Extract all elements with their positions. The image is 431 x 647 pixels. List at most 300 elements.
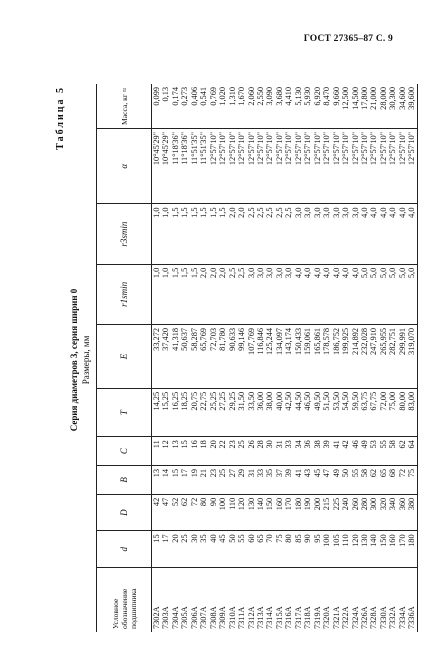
- cell-d: 30: [190, 531, 199, 568]
- cell-C: 26: [247, 437, 256, 466]
- cell-C: 42: [341, 437, 350, 466]
- cell-designation: 7316A: [284, 606, 294, 629]
- cell-r1smin: 4,0: [332, 264, 341, 324]
- cell-E: 37,420: [161, 324, 170, 388]
- cell-B: 43: [303, 466, 312, 495]
- table-row: [256, 84, 265, 632]
- cell-r3smin: 2,5: [256, 204, 265, 264]
- cell-d: 75: [275, 531, 284, 568]
- rotated-table-block: [55, 80, 417, 640]
- cell-C: 38: [313, 437, 322, 466]
- cell-B: 72: [398, 466, 407, 495]
- cell-r3smin: 1,0: [152, 204, 162, 264]
- table-row: [275, 84, 284, 632]
- cell-B: 47: [322, 466, 331, 495]
- cell-alpha: 12°57'10": [369, 129, 378, 204]
- cell-D: 160: [275, 494, 284, 531]
- cell-mass: 30,300: [388, 84, 397, 129]
- cell-mass: 1,670: [237, 84, 246, 129]
- cell-designation: 7321A: [331, 606, 341, 629]
- cell-alpha: 11°51'35": [190, 129, 199, 204]
- cell-B: 39: [284, 466, 293, 495]
- cell-C: 34: [294, 437, 303, 466]
- cell-r1smin: 1,5: [190, 264, 199, 324]
- cell-d: 40: [209, 531, 218, 568]
- cell-designation: 7303A: [161, 606, 171, 629]
- cell-d: 70: [265, 531, 274, 568]
- cell-T: 83,00: [407, 388, 417, 436]
- table-row: [199, 84, 208, 632]
- cell-designation: 7336A: [407, 568, 417, 633]
- cell-C: 11: [152, 437, 162, 466]
- cell-d: 60: [247, 531, 256, 568]
- cell-designation: 7324A: [350, 606, 360, 629]
- cell-mass: 39,600: [407, 84, 417, 129]
- column-header-r1smin: r1smin: [97, 264, 152, 324]
- cell-designation: 7332A: [388, 606, 398, 629]
- cell-r1smin: 5,0: [360, 264, 369, 324]
- cell-B: 75: [407, 466, 417, 495]
- table-label: Таблица 5: [55, 86, 66, 150]
- cell-B: 33: [256, 466, 265, 495]
- cell-d: 170: [398, 531, 407, 568]
- cell-E: 186,752: [332, 324, 341, 388]
- cell-B: 23: [209, 466, 218, 495]
- cell-C: 64: [407, 437, 417, 466]
- cell-designation: 7318A: [303, 606, 313, 629]
- cell-designation: 7328A: [369, 606, 379, 629]
- cell-E: 159,061: [303, 324, 312, 388]
- cell-B: 21: [199, 466, 208, 495]
- cell-mass: 5,930: [303, 84, 312, 129]
- table-row: [398, 84, 407, 632]
- cell-r1smin: 3,0: [265, 264, 274, 324]
- cell-r3smin: 3,0: [332, 204, 341, 264]
- cell-r1smin: 4,0: [322, 264, 331, 324]
- cell-B: 19: [190, 466, 199, 495]
- cell-alpha: 10°45'29": [161, 129, 170, 204]
- cell-T: 33,50: [247, 388, 256, 436]
- cell-B: 41: [294, 466, 303, 495]
- cell-designation: 7314A: [265, 606, 275, 629]
- table-row: [284, 84, 293, 632]
- cell-D: 150: [265, 494, 274, 531]
- cell-r3smin: 3,0: [313, 204, 322, 264]
- cell-D: 72: [190, 494, 199, 531]
- cell-mass: 17,800: [360, 84, 369, 129]
- cell-r3smin: 3,0: [351, 204, 360, 264]
- cell-mass: 2,550: [256, 84, 265, 129]
- cell-designation: 7311A: [237, 606, 247, 629]
- cell-r1smin: 5,0: [369, 264, 378, 324]
- cell-mass: 8,470: [322, 84, 331, 129]
- table-row: [190, 84, 199, 632]
- cell-d: 15: [152, 531, 162, 568]
- cell-r1smin: 5,0: [388, 264, 397, 324]
- cell-E: 199,925: [341, 324, 350, 388]
- cell-B: 14: [161, 466, 170, 495]
- cell-B: 25: [218, 466, 227, 495]
- cell-alpha: 12°57'10": [209, 129, 218, 204]
- cell-r3smin: 3,0: [303, 204, 312, 264]
- cell-D: 260: [351, 494, 360, 531]
- cell-alpha: 12°57'10": [265, 129, 274, 204]
- cell-r1smin: 2,0: [218, 264, 227, 324]
- cell-E: 72,703: [209, 324, 218, 388]
- cell-d: 120: [351, 531, 360, 568]
- table-row: [303, 84, 312, 632]
- cell-mass: 0,099: [152, 84, 162, 129]
- cell-designation: 7302A: [152, 606, 161, 629]
- cell-r3smin: 4,0: [398, 204, 407, 264]
- table-caption: Серия диаметров 3, серия ширин 0: [69, 288, 79, 432]
- column-header-d: d: [97, 531, 152, 568]
- cell-alpha: 12°57'10": [228, 129, 237, 204]
- cell-designation: 7308A: [208, 606, 218, 629]
- column-header-D: D: [97, 494, 152, 531]
- cell-r1smin: 1,5: [180, 264, 189, 324]
- cell-r1smin: 2,5: [228, 264, 237, 324]
- cell-B: 62: [369, 466, 378, 495]
- table-row: [369, 84, 378, 632]
- cell-T: 63,75: [360, 388, 369, 436]
- cell-mass: 3,090: [265, 84, 274, 129]
- cell-T: 14,25: [152, 388, 162, 436]
- cell-E: 299,991: [398, 324, 407, 388]
- cell-D: 110: [228, 494, 237, 531]
- cell-E: 125,244: [265, 324, 274, 388]
- cell-C: 13: [171, 437, 180, 466]
- table-row: [228, 84, 237, 632]
- cell-alpha: 12°57'10": [275, 129, 284, 204]
- cell-alpha: 12°57'10": [351, 129, 360, 204]
- cell-alpha: 12°57'10": [332, 129, 341, 204]
- cell-r1smin: 5,0: [407, 264, 417, 324]
- column-header-T: T: [97, 388, 152, 436]
- cell-r3smin: 3,0: [341, 204, 350, 264]
- cell-designation: 7312A: [246, 606, 256, 629]
- cell-D: 42: [152, 494, 162, 531]
- cell-mass: 28,000: [379, 84, 388, 129]
- cell-d: 55: [237, 531, 246, 568]
- table-row: [218, 84, 227, 632]
- cell-D: 90: [209, 494, 218, 531]
- column-header-r3smin: r3smin: [97, 204, 152, 264]
- cell-E: 65,769: [199, 324, 208, 388]
- cell-B: 31: [247, 466, 256, 495]
- cell-r3smin: 3,0: [294, 204, 303, 264]
- table-row: [180, 84, 189, 632]
- cell-C: 18: [199, 437, 208, 466]
- table-row: [152, 84, 162, 632]
- cell-D: 170: [284, 494, 293, 531]
- cell-T: 27,25: [218, 388, 227, 436]
- cell-r3smin: 2,5: [265, 204, 274, 264]
- cell-mass: 0,13: [161, 84, 170, 129]
- table-row: [265, 84, 274, 632]
- cell-T: 31,50: [237, 388, 246, 436]
- cell-D: 80: [199, 494, 208, 531]
- cell-D: 200: [313, 494, 322, 531]
- units-note: Размеры, мм: [81, 335, 91, 385]
- cell-d: 45: [218, 531, 227, 568]
- cell-designation: 7304A: [170, 606, 180, 629]
- table-row: [171, 84, 180, 632]
- cell-T: 40,00: [275, 388, 284, 436]
- cell-alpha: 12°57'10": [303, 129, 312, 204]
- cell-E: 319,070: [407, 324, 417, 388]
- table-row: [237, 84, 246, 632]
- cell-C: 28: [256, 437, 265, 466]
- cell-E: 33,272: [152, 324, 162, 388]
- cell-D: 320: [379, 494, 388, 531]
- table-row: [341, 84, 350, 632]
- cell-r3smin: 1,5: [171, 204, 180, 264]
- cell-D: 240: [341, 494, 350, 531]
- cell-r3smin: 1,5: [209, 204, 218, 264]
- cell-E: 247,910: [369, 324, 378, 388]
- table-row: [360, 84, 369, 632]
- cell-B: 58: [360, 466, 369, 495]
- cell-D: 120: [237, 494, 246, 531]
- cell-mass: 0,769: [209, 84, 218, 129]
- table-row: [247, 84, 256, 632]
- page-header: ГОСТ 27365–87 С. 9: [303, 34, 393, 44]
- cell-d: 65: [256, 531, 265, 568]
- cell-T: 18,25: [180, 388, 189, 436]
- table-row: [313, 84, 322, 632]
- cell-T: 25,25: [209, 388, 218, 436]
- cell-D: 180: [294, 494, 303, 531]
- cell-designation: 7315A: [274, 606, 284, 629]
- cell-r1smin: 1,0: [152, 264, 162, 324]
- cell-mass: 0,273: [180, 84, 189, 129]
- cell-alpha: 12°57'10": [218, 129, 227, 204]
- cell-mass: 6,920: [313, 84, 322, 129]
- cell-E: 143,174: [284, 324, 293, 388]
- column-header-mass: Масса, кг ≈: [97, 84, 152, 129]
- cell-r3smin: 4,0: [369, 204, 378, 264]
- cell-C: 41: [332, 437, 341, 466]
- cell-designation: 7317A: [293, 606, 303, 629]
- cell-designation: 7322A: [341, 606, 351, 629]
- cell-designation: 7306A: [189, 606, 199, 629]
- cell-C: 46: [351, 437, 360, 466]
- cell-d: 140: [369, 531, 378, 568]
- cell-r3smin: 2,5: [275, 204, 284, 264]
- cell-designation: 7326A: [359, 606, 369, 629]
- cell-r3smin: 1,5: [218, 204, 227, 264]
- cell-T: 51,50: [322, 388, 331, 436]
- cell-D: 47: [161, 494, 170, 531]
- cell-C: 30: [265, 437, 274, 466]
- cell-d: 85: [294, 531, 303, 568]
- table-row: [161, 84, 170, 632]
- cell-T: 49,50: [313, 388, 322, 436]
- cell-r1smin: 1,0: [161, 264, 170, 324]
- cell-alpha: 10°45'29": [152, 129, 162, 204]
- cell-T: 38,00: [265, 388, 274, 436]
- cell-mass: 21,000: [369, 84, 378, 129]
- cell-r1smin: 3,0: [256, 264, 265, 324]
- cell-E: 50,637: [180, 324, 189, 388]
- cell-D: 360: [398, 494, 407, 531]
- cell-E: 107,769: [247, 324, 256, 388]
- cell-designation: 7309A: [218, 606, 228, 629]
- cell-T: 16,25: [171, 388, 180, 436]
- cell-mass: 1,310: [228, 84, 237, 129]
- cell-r3smin: 4,0: [388, 204, 397, 264]
- cell-D: 52: [171, 494, 180, 531]
- cell-d: 80: [284, 531, 293, 568]
- cell-alpha: 12°57'10": [379, 129, 388, 204]
- cell-alpha: 12°57'10": [247, 129, 256, 204]
- cell-alpha: 11°18'36": [180, 129, 189, 204]
- cell-alpha: 12°57'10": [407, 129, 417, 204]
- cell-D: 140: [256, 494, 265, 531]
- cell-E: 150,433: [294, 324, 303, 388]
- cell-B: 13: [152, 466, 162, 495]
- cell-d: 150: [379, 531, 388, 568]
- cell-T: 20,75: [190, 388, 199, 436]
- cell-r3smin: 1,5: [190, 204, 199, 264]
- cell-mass: 0,406: [190, 84, 199, 129]
- cell-B: 65: [379, 466, 388, 495]
- cell-T: 46,50: [303, 388, 312, 436]
- cell-r3smin: 2,5: [284, 204, 293, 264]
- cell-d: 90: [303, 531, 312, 568]
- cell-B: 29: [237, 466, 246, 495]
- cell-E: 265,955: [379, 324, 388, 388]
- cell-r3smin: 1,5: [180, 204, 189, 264]
- cell-D: 280: [360, 494, 369, 531]
- cell-r3smin: 2,0: [228, 204, 237, 264]
- cell-r3smin: 1,5: [199, 204, 208, 264]
- table-row: [388, 84, 397, 632]
- cell-T: 22,75: [199, 388, 208, 436]
- cell-r1smin: 3,0: [275, 264, 284, 324]
- cell-d: 105: [332, 531, 341, 568]
- cell-C: 49: [360, 437, 369, 466]
- cell-designation: 7313A: [255, 606, 265, 629]
- cell-d: 110: [341, 531, 350, 568]
- cell-d: 100: [322, 531, 331, 568]
- cell-r1smin: 4,0: [294, 264, 303, 324]
- table-row: [332, 84, 341, 632]
- cell-mass: 34,600: [398, 84, 407, 129]
- cell-T: 59,50: [351, 388, 360, 436]
- cell-mass: 12,500: [341, 84, 350, 129]
- cell-E: 58,287: [190, 324, 199, 388]
- table-row: [379, 84, 388, 632]
- cell-alpha: 11°18'36": [171, 129, 180, 204]
- cell-D: 215: [322, 494, 331, 531]
- cell-D: 190: [303, 494, 312, 531]
- cell-r1smin: 5,0: [379, 264, 388, 324]
- cell-r1smin: 2,5: [237, 264, 246, 324]
- column-header-E: E: [97, 324, 152, 388]
- cell-D: 380: [407, 494, 417, 531]
- cell-designation: 7307A: [199, 606, 209, 629]
- cell-C: 58: [388, 437, 397, 466]
- table-row: [351, 84, 360, 632]
- cell-r1smin: 4,0: [341, 264, 350, 324]
- cell-r1smin: 5,0: [398, 264, 407, 324]
- cell-mass: 3,680: [275, 84, 284, 129]
- cell-alpha: 12°57'10": [294, 129, 303, 204]
- cell-B: 15: [171, 466, 180, 495]
- cell-B: 55: [351, 466, 360, 495]
- cell-d: 50: [228, 531, 237, 568]
- header-row: [97, 84, 152, 632]
- cell-alpha: 11°51'35": [199, 129, 208, 204]
- cell-C: 31: [275, 437, 284, 466]
- table-row: [294, 84, 303, 632]
- cell-B: 27: [228, 466, 237, 495]
- cell-E: 214,892: [351, 324, 360, 388]
- cell-r1smin: 2,0: [209, 264, 218, 324]
- cell-E: 232,028: [360, 324, 369, 388]
- cell-mass: 4,410: [284, 84, 293, 129]
- cell-T: 80,00: [398, 388, 407, 436]
- cell-C: 20: [209, 437, 218, 466]
- cell-E: 134,097: [275, 324, 284, 388]
- cell-designation: 7330A: [378, 606, 388, 629]
- cell-d: 35: [199, 531, 208, 568]
- cell-d: 20: [171, 531, 180, 568]
- cell-T: 53,50: [332, 388, 341, 436]
- cell-r3smin: 1,0: [161, 204, 170, 264]
- cell-designation: 7310A: [227, 606, 237, 629]
- column-header-designation: Условное обозначение подшипника: [97, 568, 152, 633]
- cell-C: 62: [398, 437, 407, 466]
- cell-mass: 5,130: [294, 84, 303, 129]
- cell-r1smin: 4,0: [313, 264, 322, 324]
- column-header-alpha: α: [97, 129, 152, 204]
- cell-B: 50: [341, 466, 350, 495]
- cell-d: 160: [388, 531, 397, 568]
- cell-B: 45: [313, 466, 322, 495]
- cell-alpha: 12°57'10": [398, 129, 407, 204]
- cell-B: 35: [265, 466, 274, 495]
- cell-mass: 1,020: [218, 84, 227, 129]
- cell-T: 36,00: [256, 388, 265, 436]
- cell-r1smin: 3,0: [284, 264, 293, 324]
- cell-B: 49: [332, 466, 341, 495]
- cell-B: 68: [388, 466, 397, 495]
- cell-T: 15,25: [161, 388, 170, 436]
- cell-alpha: 12°57'10": [313, 129, 322, 204]
- cell-T: 72,00: [379, 388, 388, 436]
- table-row: [407, 84, 417, 632]
- table-row: [209, 84, 218, 632]
- cell-designation: 7305A: [180, 606, 190, 629]
- cell-T: 67,75: [369, 388, 378, 436]
- cell-B: 17: [180, 466, 189, 495]
- cell-d: 17: [161, 531, 170, 568]
- cell-E: 90,633: [228, 324, 237, 388]
- cell-alpha: 12°57'10": [284, 129, 293, 204]
- cell-T: 54,50: [341, 388, 350, 436]
- cell-B: 37: [275, 466, 284, 495]
- cell-alpha: 12°57'10": [237, 129, 246, 204]
- cell-designation: 7320A: [322, 606, 332, 629]
- cell-r1smin: 3,0: [247, 264, 256, 324]
- cell-C: 16: [190, 437, 199, 466]
- cell-E: 282,751: [388, 324, 397, 388]
- cell-d: 95: [313, 531, 322, 568]
- cell-C: 25: [237, 437, 246, 466]
